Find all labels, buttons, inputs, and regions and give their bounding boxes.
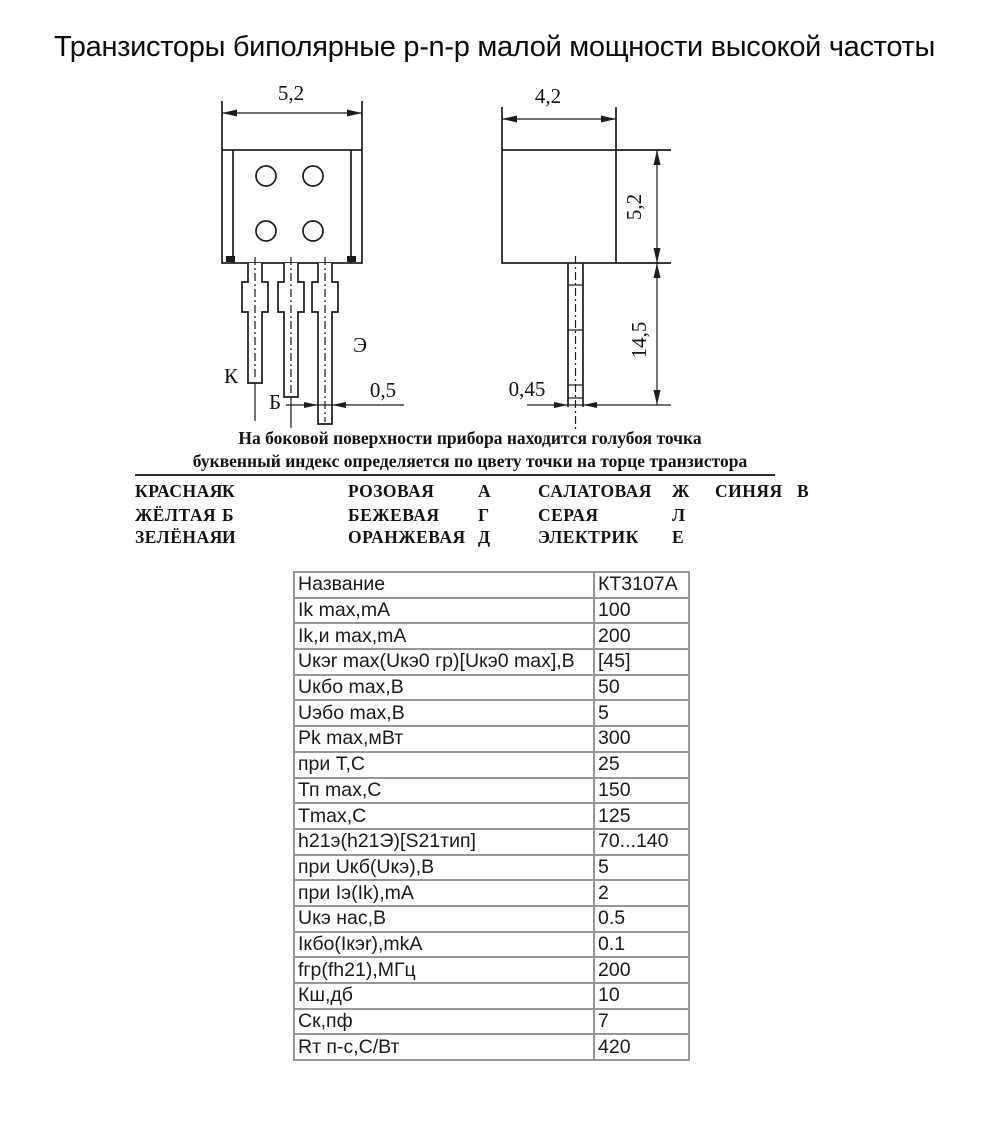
color-letter: Е xyxy=(672,527,685,547)
spec-param: Iкбо(Iкэr),mkA xyxy=(294,932,594,958)
spec-row xyxy=(294,983,689,1009)
spec-row xyxy=(294,778,689,804)
lead-label-collector: К xyxy=(223,364,239,388)
dim-front-lead-width: 0,5 xyxy=(369,378,397,402)
spec-value: 7 xyxy=(594,1009,689,1035)
color-letter: В xyxy=(797,481,810,501)
spec-param: Кш,дб xyxy=(294,983,594,1009)
spec-value: 25 xyxy=(594,752,689,778)
color-name: ЭЛЕКТРИК xyxy=(538,527,639,547)
spec-value: 300 xyxy=(594,726,689,752)
spec-param: при Т,С xyxy=(294,752,594,778)
spec-value: 50 xyxy=(594,675,689,701)
color-letter: Ж xyxy=(672,481,690,501)
spec-row xyxy=(294,829,689,855)
color-name: СИНЯЯ xyxy=(715,481,783,501)
spec-table xyxy=(293,571,690,1061)
color-dot-note xyxy=(120,427,820,473)
page-title: Транзисторы биполярные p-n-p малой мощности высокой частоты xyxy=(54,31,936,63)
spec-row xyxy=(294,803,689,829)
mounting-hole xyxy=(303,221,323,241)
color-name: СЕРАЯ xyxy=(538,505,599,525)
color-letter: И xyxy=(222,527,237,547)
spec-param: Uкэr max(Uкэ0 гр)[Uкэ0 max],В xyxy=(294,649,594,675)
color-name: ЗЕЛЁНАЯ xyxy=(135,527,223,547)
spec-row xyxy=(294,623,689,649)
color-letter: Л xyxy=(672,505,686,525)
spec-param: Тп max,С xyxy=(294,778,594,804)
spec-param: при Uкб(Uкэ),В xyxy=(294,855,594,881)
mounting-hole xyxy=(256,166,276,186)
spec-param: h21э(h21Э)[S21тип] xyxy=(294,829,594,855)
spec-value: 150 xyxy=(594,778,689,804)
spec-row xyxy=(294,855,689,881)
spec-row xyxy=(294,726,689,752)
spec-value: 5 xyxy=(594,855,689,881)
spec-param: fгр(fh21),МГц xyxy=(294,957,594,983)
spec-param: Ik max,mA xyxy=(294,598,594,624)
side-view-drawing xyxy=(502,84,671,432)
dim-side-width: 4,2 xyxy=(534,84,562,108)
spec-table-body xyxy=(294,572,689,1060)
spec-row xyxy=(294,572,689,598)
note-line-2: буквенный индекс определяется по цвету точки на торце транзистора xyxy=(192,451,748,471)
spec-value: КТ3107А xyxy=(594,572,689,598)
spec-value: 0.5 xyxy=(594,906,689,932)
spec-param: Pk max,мВт xyxy=(294,726,594,752)
color-name: ЖЁЛТАЯ xyxy=(135,505,217,525)
spec-row xyxy=(294,649,689,675)
spec-value: 5 xyxy=(594,700,689,726)
dim-front-width: 5,2 xyxy=(277,81,305,105)
color-letter: К xyxy=(222,481,236,501)
spec-value: 200 xyxy=(594,957,689,983)
spec-row xyxy=(294,880,689,906)
spec-value: 2 xyxy=(594,880,689,906)
dim-side-lead-thickness: 0,45 xyxy=(508,377,546,401)
dim-side-body-height: 5,2 xyxy=(622,193,646,221)
spec-value: 200 xyxy=(594,623,689,649)
spec-param: Ск,пф xyxy=(294,1009,594,1035)
color-name: ОРАНЖЕВАЯ xyxy=(348,527,466,547)
spec-param: Ik,и max,mA xyxy=(294,623,594,649)
lead-label-emitter: Э xyxy=(353,333,367,357)
spec-row xyxy=(294,932,689,958)
package-drawings xyxy=(0,0,1000,440)
color-name: КРАСНАЯ xyxy=(135,481,223,501)
spec-row xyxy=(294,957,689,983)
spec-value: 0.1 xyxy=(594,932,689,958)
color-code-table xyxy=(0,481,1000,553)
spec-value: 125 xyxy=(594,803,689,829)
divider-line xyxy=(135,474,775,476)
spec-param: Uкбо max,В xyxy=(294,675,594,701)
color-letter: А xyxy=(478,481,492,501)
note-line-1: На боковой поверхности прибора находится голубоя точка xyxy=(238,428,702,448)
spec-value: 10 xyxy=(594,983,689,1009)
spec-param: Uкэ нас,В xyxy=(294,906,594,932)
color-letter: Д xyxy=(478,527,491,547)
color-name: САЛАТОВАЯ xyxy=(538,481,652,501)
lead-label-base: Б xyxy=(268,390,282,414)
spec-row xyxy=(294,675,689,701)
spec-row xyxy=(294,752,689,778)
spec-param: Tmax,С xyxy=(294,803,594,829)
spec-value: [45] xyxy=(594,649,689,675)
mounting-hole xyxy=(256,221,276,241)
spec-value: 420 xyxy=(594,1034,689,1060)
color-letter: Б xyxy=(222,505,235,525)
mounting-hole xyxy=(303,166,323,186)
spec-value: 100 xyxy=(594,598,689,624)
spec-row xyxy=(294,1009,689,1035)
spec-row xyxy=(294,700,689,726)
front-view-drawing xyxy=(222,81,404,428)
color-letter: Г xyxy=(478,505,490,525)
spec-value: 70...140 xyxy=(594,829,689,855)
color-name: БЕЖЕВАЯ xyxy=(348,505,440,525)
spec-row xyxy=(294,598,689,624)
dim-side-lead-length: 14,5 xyxy=(627,321,651,359)
spec-param: Rт п-с,С/Вт xyxy=(294,1034,594,1060)
color-name: РОЗОВАЯ xyxy=(348,481,435,501)
spec-row xyxy=(294,1034,689,1060)
spec-param: Uэбо max,В xyxy=(294,700,594,726)
spec-param: Название xyxy=(294,572,594,598)
spec-param: при Iэ(Ik),mA xyxy=(294,880,594,906)
spec-row xyxy=(294,906,689,932)
